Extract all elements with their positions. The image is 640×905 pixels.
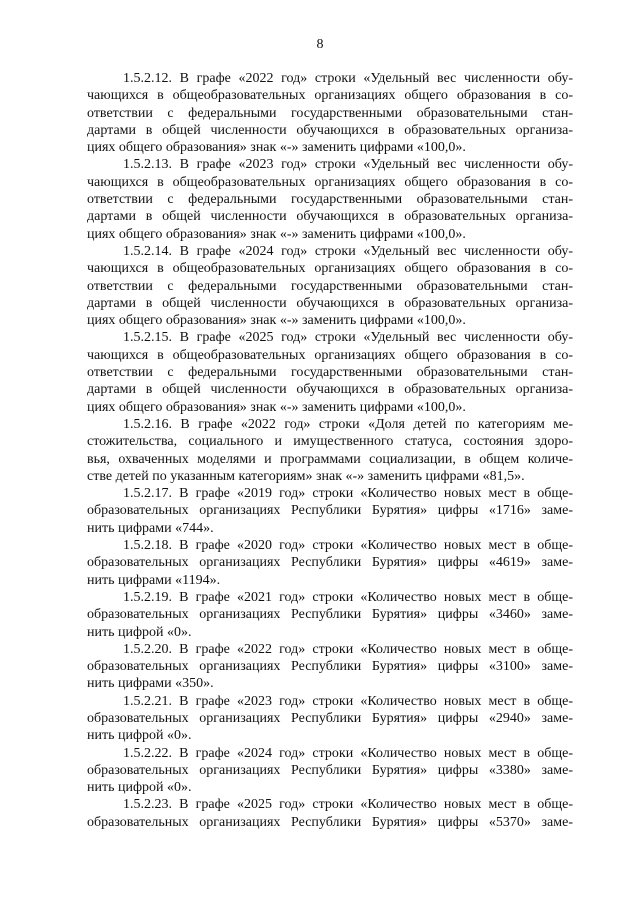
paragraph-line: 1.5.2.16. В графе «2022 год» строки «Доля детей по категориям ме-: [123, 416, 573, 432]
paragraph-line: образовательных организациях Республики Бурятия» цифры «3100» заме-: [87, 659, 573, 675]
paragraph-line: образовательных организациях Республики Бурятия» цифры «3380» заме-: [87, 762, 573, 778]
paragraph: [87, 485, 573, 537]
paragraph-line: циях общего образования» знак «-» заменить цифрами «100,0».: [87, 226, 466, 242]
paragraph-line: циях общего образования» знак «-» заменить цифрами «100,0».: [87, 399, 466, 415]
paragraph-line: 1.5.2.17. В графе «2019 год» строки «Количество новых мест в обще-: [123, 486, 573, 502]
paragraph-line: ответствии с федеральными государственными образовательными стан-: [87, 365, 573, 381]
paragraph: [87, 641, 573, 693]
paragraph: [87, 537, 573, 589]
page-number: 8: [316, 37, 324, 52]
paragraph: [87, 70, 573, 156]
paragraph-line: чающихся в общеобразовательных организациях общего образования в со-: [87, 347, 573, 363]
paragraph-line: стожительства, социального и имущественного статуса, состояния здоро-: [87, 434, 573, 450]
paragraph: [87, 243, 573, 329]
paragraph-line: 1.5.2.22. В графе «2024 год» строки «Количество новых мест в обще-: [123, 745, 573, 761]
paragraph-line: 1.5.2.13. В графе «2023 год» строки «Удельный вес численности обу-: [123, 157, 573, 173]
paragraph-line: чающихся в общеобразовательных организациях общего образования в со-: [87, 261, 573, 277]
paragraph-line: нить цифрой «0».: [87, 624, 192, 640]
paragraph-line: 1.5.2.21. В графе «2023 год» строки «Количество новых мест в обще-: [123, 693, 573, 709]
paragraph-line: чающихся в общеобразовательных организациях общего образования в со-: [87, 174, 573, 190]
paragraph: [87, 329, 573, 415]
paragraph-line: 1.5.2.19. В графе «2021 год» строки «Количество новых мест в обще-: [123, 589, 573, 605]
paragraph-line: циях общего образования» знак «-» заменить цифрами «100,0».: [87, 140, 466, 156]
paragraph-line: ответствии с федеральными государственными образовательными стан-: [87, 192, 573, 208]
paragraph-line: вья, охваченных моделями и программами социализации, в общем количе-: [87, 451, 573, 467]
paragraph-line: 1.5.2.12. В графе «2022 год» строки «Удельный вес численности обу-: [123, 71, 573, 86]
paragraph-line: образовательных организациях Республики Бурятия» цифры «3460» заме-: [87, 607, 573, 623]
paragraph-line: циях общего образования» знак «-» заменить цифрами «100,0».: [87, 313, 466, 329]
body-text: [87, 70, 573, 831]
paragraph: [87, 745, 573, 797]
paragraph-line: образовательных организациях Республики Бурятия» цифры «4619» заме-: [87, 555, 573, 571]
paragraph: [87, 693, 573, 745]
paragraph: [87, 156, 573, 242]
paragraph-line: образовательных организациях Республики Бурятия» цифры «2940» заме-: [87, 710, 573, 726]
paragraph: [87, 796, 573, 831]
paragraph-line: нить цифрой «0».: [87, 780, 192, 796]
paragraph: [87, 589, 573, 641]
paragraph-line: нить цифрами «350».: [87, 676, 214, 692]
paragraph-line: дартами в общей численности обучающихся в образовательных организа-: [87, 122, 573, 138]
paragraph-line: дартами в общей численности обучающихся в образовательных организа-: [87, 295, 573, 311]
paragraph-line: образовательных организациях Республики Бурятия» цифры «1716» заме-: [87, 503, 573, 519]
paragraph-line: дартами в общей численности обучающихся в образовательных организа-: [87, 209, 573, 225]
paragraph-line: 1.5.2.14. В графе «2024 год» строки «Удельный вес численности обу-: [123, 243, 573, 259]
paragraph-line: нить цифрой «0».: [87, 728, 192, 744]
paragraph: [87, 416, 573, 485]
paragraph-line: ответствии с федеральными государственными образовательными стан-: [87, 278, 573, 294]
paragraph-line: дартами в общей численности обучающихся в образовательных организа-: [87, 382, 573, 398]
paragraph-line: образовательных организациях Республики Бурятия» цифры «5370» заме-: [87, 814, 573, 830]
paragraph-line: ответствии с федеральными государственными образовательными стан-: [87, 105, 573, 121]
paragraph-line: 1.5.2.20. В графе «2022 год» строки «Количество новых мест в обще-: [123, 641, 573, 657]
paragraph-line: стве детей по указанным категориям» знак «-» заменить цифрами «81,5».: [87, 468, 525, 484]
paragraph-line: 1.5.2.18. В графе «2020 год» строки «Количество новых мест в обще-: [123, 538, 573, 554]
paragraph-line: чающихся в общеобразовательных организациях общего образования в со-: [87, 88, 573, 104]
paragraph-line: 1.5.2.23. В графе «2025 год» строки «Количество новых мест в обще-: [123, 797, 573, 813]
paragraph-line: 1.5.2.15. В графе «2025 год» строки «Удельный вес численности обу-: [123, 330, 573, 346]
paragraph-line: нить цифрами «1194».: [87, 572, 221, 588]
paragraph-line: нить цифрами «744».: [87, 520, 214, 536]
